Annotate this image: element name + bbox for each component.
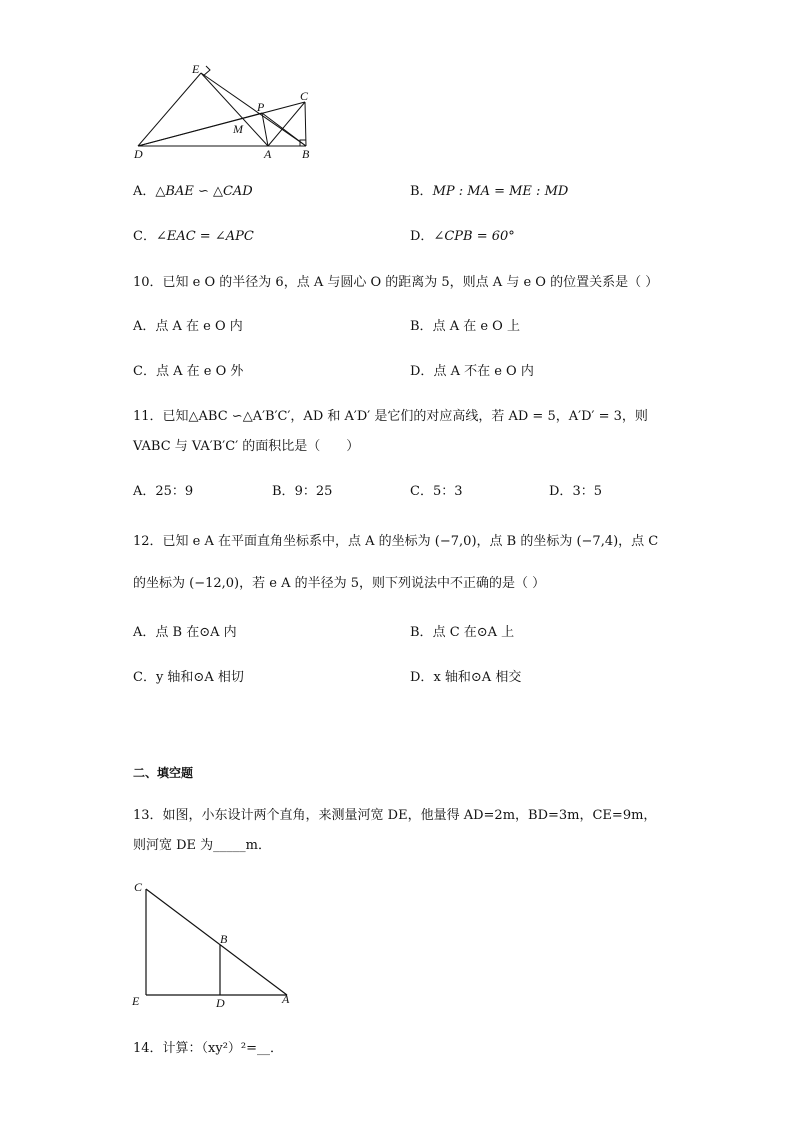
label-C: C: [300, 89, 309, 103]
option-text: 点 A 在 e O 外: [155, 364, 244, 379]
q11-option-d: [549, 484, 602, 500]
q11-stem-line1: 11．已知△ABC ∽△A′B′C′，AD 和 A′D′ 是它们的对应高线，若 AD = 5，A′D′ = 3，则: [133, 409, 648, 424]
q9-option-b: [410, 184, 568, 200]
label-B: B: [220, 932, 228, 946]
q9-option-d: [410, 229, 515, 245]
q10-stem: 10．已知 e O 的半径为 6，点 A 与圆心 O 的距离为 5，则点 A 与 e O 的位置关系是（ ）: [133, 275, 659, 290]
option-text: 点 A 在 e O 内: [155, 319, 243, 334]
label-E: E: [192, 62, 200, 76]
label-B: B: [302, 147, 310, 161]
option-text: 点 C 在⊙A 上: [432, 625, 515, 640]
label-A: A: [264, 147, 272, 161]
q12-option-b: [410, 625, 514, 641]
q9-option-a: [133, 184, 253, 200]
q11-option-b: [272, 484, 332, 500]
option-text: y 轴和⊙A 相切: [155, 670, 244, 685]
q13-line2: 则河宽 DE 为_____m．: [133, 838, 272, 853]
q10-option-b: [410, 319, 520, 335]
option-letter: D．: [410, 670, 434, 685]
q12-stem-line1: 12．已知 e A 在平面直角坐标系中，点 A 的坐标为 (−7,0)，点 B 的坐标为 (−7,4)，点 C: [133, 534, 659, 549]
q10-option-a: [133, 319, 243, 335]
option-letter: A．: [133, 484, 156, 499]
label-P: P: [257, 100, 265, 114]
option-text: x 轴和⊙A 相交: [433, 670, 522, 685]
option-letter: D．: [410, 229, 434, 244]
option-text: 9：25: [294, 484, 333, 499]
q11-option-a: [133, 484, 193, 500]
option-text: 5：3: [432, 484, 463, 499]
option-text: 点 B 在⊙A 内: [155, 625, 237, 640]
segment-CA: [146, 889, 287, 995]
q12-stem-line2: 的坐标为 (−12,0)，若 e A 的半径为 5，则下列说法中不正确的是（ ）: [133, 576, 546, 591]
option-letter: C．: [133, 670, 156, 685]
option-text: 3：5: [572, 484, 602, 499]
option-letter: B．: [410, 625, 433, 640]
label-D: D: [134, 147, 143, 161]
segment-PB: [262, 113, 306, 146]
option-letter: B．: [410, 184, 433, 199]
q14-text: 14．计算：（xy²）²=__．: [133, 1041, 284, 1056]
option-letter: C．: [133, 229, 156, 244]
segment-DP: [138, 113, 262, 146]
q13-line1: 13．如图，小东设计两个直角，来测量河宽 DE，他量得 AD=2m，BD=3m，CE=9m，: [133, 808, 657, 823]
q10-option-c: [133, 364, 243, 380]
option-letter: C．: [410, 484, 433, 499]
q10-option-d: [410, 364, 534, 380]
option-text: 点 A 在 e O 上: [432, 319, 520, 334]
label-C: C: [134, 880, 143, 894]
option-letter: C．: [133, 364, 156, 379]
option-letter: A．: [133, 319, 156, 334]
segment-DE: [138, 73, 201, 146]
option-text: △BAE ∽ △CAD: [155, 184, 253, 199]
option-text: 25：9: [155, 484, 194, 499]
option-letter: B．: [410, 319, 433, 334]
option-letter: A．: [133, 184, 156, 199]
label-M: M: [233, 122, 243, 136]
option-text: 点 A 不在 e O 内: [433, 364, 534, 379]
segment-EB: [201, 73, 306, 146]
label-D: D: [216, 996, 225, 1010]
figure-triangle-diagram: [128, 62, 318, 162]
q12-option-d: [410, 670, 521, 686]
right-angle-mark-E: [203, 66, 210, 76]
q11-stem-line2: VABC 与 VA′B′C′ 的面积比是（ ）: [133, 439, 360, 454]
option-text: ∠CPB = 60°: [433, 229, 515, 244]
label-E: E: [132, 994, 140, 1008]
option-letter: B．: [272, 484, 295, 499]
option-text: ∠EAC = ∠APC: [155, 229, 254, 244]
section-title: 二、填空题: [133, 766, 194, 780]
figure-river-width-diagram: [125, 876, 295, 1012]
option-letter: D．: [549, 484, 573, 499]
option-letter: D．: [410, 364, 434, 379]
q12-option-a: [133, 625, 237, 641]
q12-option-c: [133, 670, 244, 686]
q9-option-c: [133, 229, 254, 245]
segment-CB: [305, 102, 306, 146]
option-text: MP : MA = ME : MD: [432, 184, 569, 199]
label-A: A: [282, 992, 290, 1006]
option-letter: A．: [133, 625, 156, 640]
q11-option-c: [410, 484, 463, 500]
